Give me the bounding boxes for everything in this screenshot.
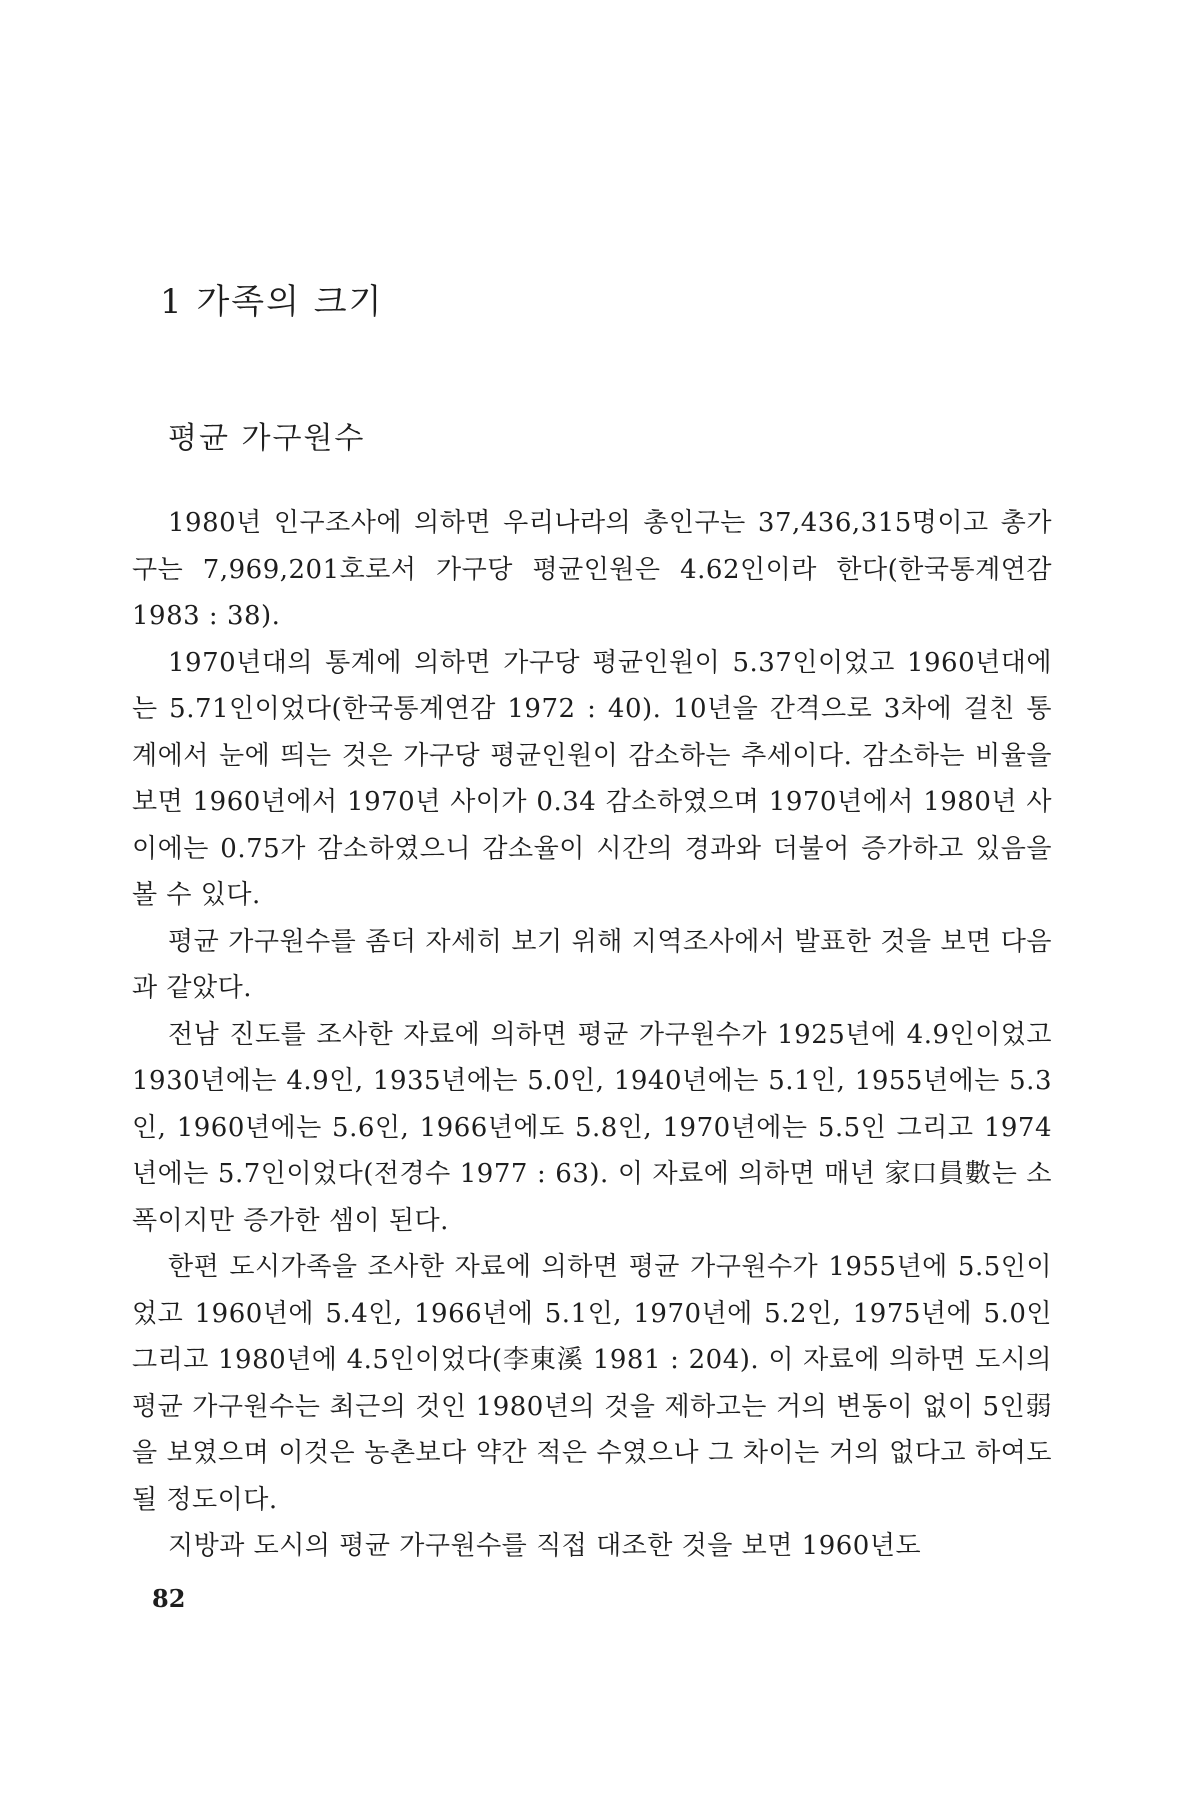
section-heading: 평균 가구원수	[168, 421, 366, 456]
page-number: 82	[152, 1584, 186, 1613]
chapter-title: 1 가족의 크기	[160, 282, 384, 322]
paragraph: 1970년대의 통계에 의하면 가구당 평균인원이 5.37인이었고 1960년대에는 5.71인이었다(한국통계연감 1972 : 40). 10년을 간격으로 3차에 걸친 통계에서 눈에 띄는 것은 가구당 평균인원이 감소하는 추세이다. 감소하는 비율을 보면 1960년에서 1970년 사이가 0.34 감소하였으며 1970년에서 1980년 사이에는 0.75가 감소하였으니 감소율이 시간의 경과와 더불어 증가하고 있음을 볼 수 있다.	[132, 647, 1053, 910]
paragraph: 1980년 인구조사에 의하면 우리나라의 총인구는 37,436,315명이고 총가구는 7,969,201호로서 가구당 평균인원은 4.62인이라 한다(한국통계연감 1983 : 38).	[132, 508, 1052, 631]
paragraph: 평균 가구원수를 좀더 자세히 보기 위해 지역조사에서 발표한 것을 보면 다음과 같았다.	[132, 926, 1052, 1003]
body-text	[132, 500, 1052, 1570]
paragraph: 전남 진도를 조사한 자료에 의하면 평균 가구원수가 1925년에 4.9인이었고 1930년에는 4.9인, 1935년에는 5.0인, 1940년에는 5.1인, 1955년에는 5.3인, 1960년에는 5.6인, 1966년에도 5.8인, 1970년에는 5.5인 그리고 1974년에는 5.7인이었다(전경수 1977 : 63). 이 자료에 의하면 매년 家口員數는 소폭이지만 증가한 셈이 된다.	[132, 1019, 1052, 1236]
paragraph: 한편 도시가족을 조사한 자료에 의하면 평균 가구원수가 1955년에 5.5인이었고 1960년에 5.4인, 1966년에 5.1인, 1970년에 5.2인, 1975년에 5.0인 그리고 1980년에 4.5인이었다(李東溪 1981 : 204). 이 자료에 의하면 도시의 평균 가구원수는 최근의 것인 1980년의 것을 제하고는 거의 변동이 없이 5인弱을 보였으며 이것은 농촌보다 약간 적은 수였으나 그 차이는 거의 없다고 하여도 될 정도이다.	[132, 1252, 1052, 1515]
paragraph: 지방과 도시의 평균 가구원수를 직접 대조한 것을 보면 1960년도	[168, 1531, 922, 1561]
